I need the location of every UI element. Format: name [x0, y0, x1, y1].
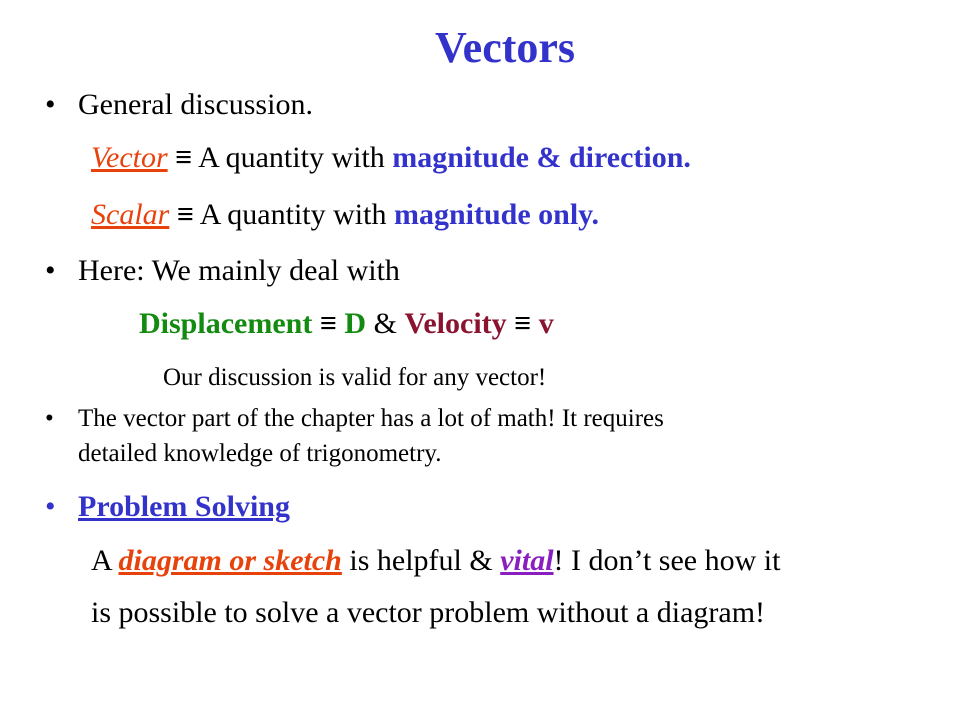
- bullet-marker: •: [45, 254, 56, 287]
- vector-definition: [91, 141, 691, 175]
- velocity-term: Velocity: [404, 307, 507, 340]
- displacement-velocity-line: [139, 307, 554, 341]
- scalar-emphasis: magnitude only.: [393, 198, 600, 231]
- bullet-math-line1: The vector part of the chapter has a lot of math! It requires: [78, 405, 664, 432]
- scalar-term: Scalar: [91, 198, 170, 231]
- bullet-math-line2: detailed knowledge of trigonometry.: [78, 440, 442, 467]
- bullet-marker: •: [45, 88, 56, 121]
- vector-emphasis: magnitude & direction.: [392, 141, 691, 174]
- slide-title: Vectors: [434, 23, 576, 72]
- problem-solving-heading: Problem Solving: [78, 490, 290, 523]
- displacement-symbol: D: [344, 307, 367, 340]
- equiv-symbol: ≡: [319, 307, 337, 340]
- ps-end: ! I don’t see how it: [553, 544, 781, 577]
- displacement-term: Displacement: [139, 307, 313, 340]
- velocity-symbol: v: [538, 307, 554, 340]
- diagram-or-sketch: diagram or sketch: [118, 544, 342, 577]
- bullet-here: Here: We mainly deal with: [78, 254, 400, 287]
- vector-term: Vector: [91, 141, 168, 174]
- valid-note: Our discussion is valid for any vector!: [163, 364, 547, 391]
- ampersand: &: [373, 307, 397, 340]
- scalar-definition: [91, 198, 599, 232]
- vital-word: vital: [500, 544, 554, 577]
- bullet-general-discussion: General discussion.: [78, 88, 313, 121]
- equiv-symbol: ≡: [514, 307, 532, 340]
- bullet-marker: •: [45, 405, 54, 432]
- problem-solving-line1: [91, 544, 780, 578]
- ps-mid: is helpful &: [349, 544, 493, 577]
- vector-text: A quantity with: [198, 141, 385, 174]
- bullet-marker: •: [45, 490, 56, 523]
- scalar-text: A quantity with: [199, 198, 387, 231]
- equiv-symbol: ≡: [176, 198, 194, 231]
- equiv-symbol: ≡: [175, 141, 193, 174]
- ps-article: A: [91, 544, 112, 577]
- problem-solving-line2: is possible to solve a vector problem without a diagram!: [91, 596, 766, 629]
